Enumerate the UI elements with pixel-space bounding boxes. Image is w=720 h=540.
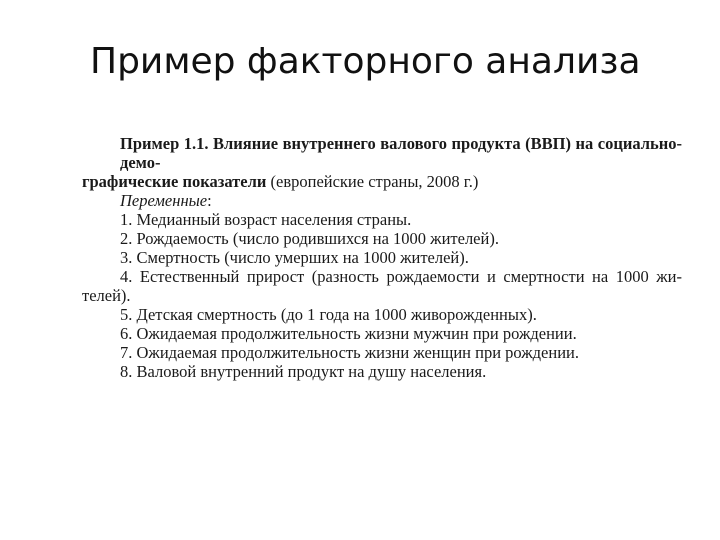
variable-item-2: 2. Рождаемость (число родившихся на 1000 жителей). xyxy=(120,229,499,248)
variable-item-5: 5. Детская смертность (до 1 года на 1000 живорожденных). xyxy=(120,305,537,324)
example-heading-continuation: графические показатели xyxy=(82,172,267,191)
variable-item-4-continuation: телей). xyxy=(82,286,131,305)
slide-title: Пример факторного анализа xyxy=(90,41,641,82)
variable-item-4: 4. Естественный прирост (разность рождаемости и смертности на 1000 жи- xyxy=(120,267,682,286)
variables-colon: : xyxy=(207,191,212,210)
example-heading-line-2 xyxy=(82,172,682,191)
variable-item-6: 6. Ожидаемая продолжительность жизни мужчин при рождении. xyxy=(120,324,577,343)
variable-item-1: 1. Медианный возраст населения страны. xyxy=(120,210,412,229)
example-heading-context: (европейские страны, 2008 г.) xyxy=(266,172,479,191)
example-heading: Пример 1.1. Влияние внутреннего валового продукта (ВВП) на социально-демо- xyxy=(120,134,682,172)
variable-item-8: 8. Валовой внутренний продукт на душу населения. xyxy=(120,362,487,381)
variable-item-3: 3. Смертность (число умерших на 1000 жителей). xyxy=(120,248,469,267)
variables-label: Переменные xyxy=(120,191,208,210)
example-heading-line-1 xyxy=(82,134,682,172)
variable-item-7: 7. Ожидаемая продолжительность жизни женщин при рождении. xyxy=(120,343,579,362)
variables-heading xyxy=(82,191,682,210)
example-text-block xyxy=(82,134,682,381)
